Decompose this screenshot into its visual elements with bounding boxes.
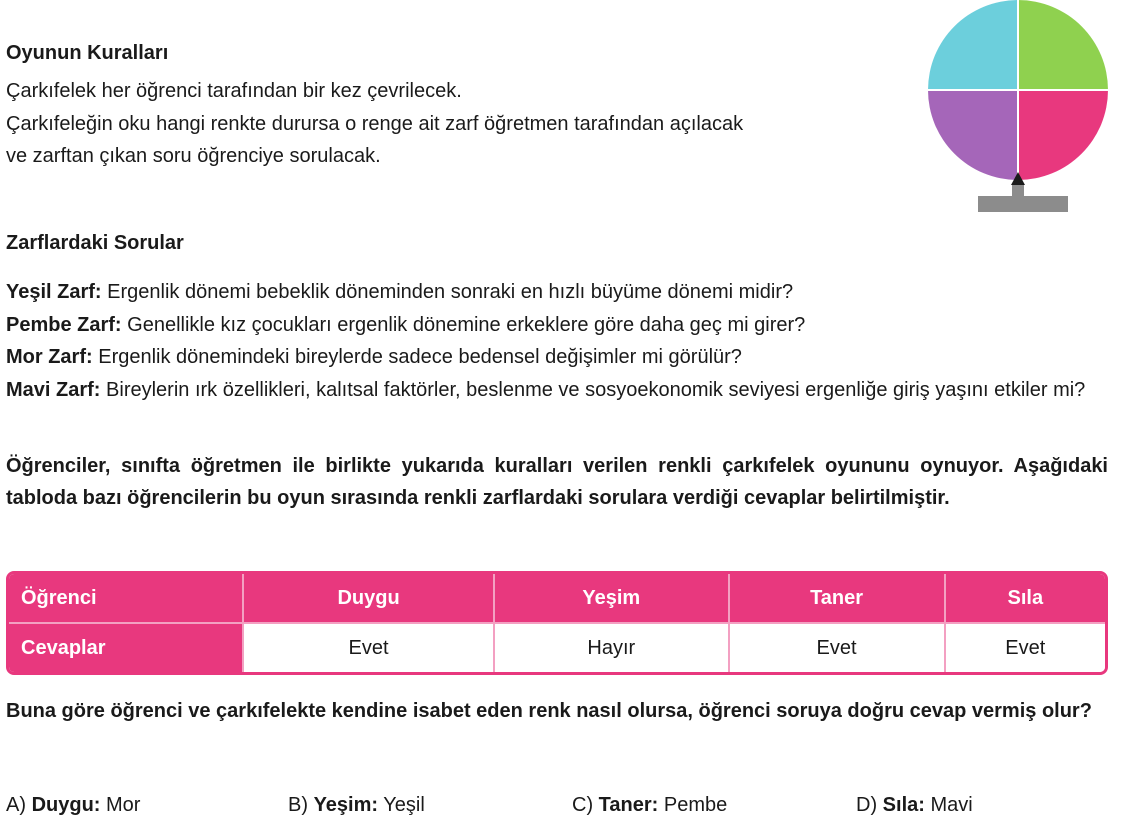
table-header-sila: Sıla xyxy=(946,574,1105,624)
rules-line-3: ve zarftan çıkan soru öğrenciye sorulacak. xyxy=(6,145,381,167)
envelopes-title: Zarflardaki Sorular xyxy=(6,232,184,254)
rules-line-1: Çarkıfelek her öğrenci tarafından bir kez çevrilecek. xyxy=(6,80,462,102)
option-a-letter: A) xyxy=(6,794,26,816)
option-a-color: Mor xyxy=(106,794,141,816)
option-a-name: Duygu: xyxy=(31,794,101,816)
rules-title: Oyunun Kuralları xyxy=(6,42,169,64)
option-b-color: Yeşil xyxy=(383,794,425,816)
rules-line-2: Çarkıfeleğin oku hangi renkte durursa o renge ait zarf öğretmen tarafından açılacak xyxy=(6,113,744,135)
envelope-question-pink xyxy=(6,309,1108,342)
wheel-stand-post xyxy=(1012,184,1024,198)
scenario-paragraph: Öğrenciler, sınıfta öğretmen ile birlikte yukarıda kuralları verilen renkli çarkıfelek oyununu oynuyor. Aşağıdaki tabloda bazı öğrencilerin bu oyun sırasında renkli zarflardaki sorulara verdiği cevaplar belirtilmiştir. xyxy=(6,455,1108,509)
wheel-stand-base xyxy=(978,196,1068,212)
option-d-color: Mavi xyxy=(930,794,973,816)
option-d[interactable] xyxy=(856,794,973,817)
table-answers-row xyxy=(9,624,1105,672)
wheel-segment-blue xyxy=(928,0,1018,90)
table-cell-sila: Evet xyxy=(946,624,1105,672)
option-c-color: Pembe xyxy=(663,794,728,816)
option-d-letter: D) xyxy=(856,794,878,816)
wheel-of-fortune-illustration xyxy=(928,0,1114,216)
question-text: Buna göre öğrenci ve çarkıfelekte kendine isabet eden renk nasıl olursa, öğrenci soruya doğru cevap vermiş olur? xyxy=(6,700,1092,722)
option-d-name: Sıla: xyxy=(882,794,925,816)
envelope-text-green: Ergenlik dönemi bebeklik döneminden sonraki en hızlı büyüme dönemi midir? xyxy=(107,281,794,303)
envelope-question-blue xyxy=(6,374,1108,407)
envelope-label-blue: Mavi Zarf: xyxy=(6,378,101,401)
wheel-segment-green xyxy=(1018,0,1108,90)
option-b-letter: B) xyxy=(288,794,308,816)
option-c-name: Taner: xyxy=(598,794,659,816)
table-header-taner: Taner xyxy=(730,574,946,624)
table-cell-taner: Evet xyxy=(730,624,946,672)
option-c[interactable] xyxy=(572,794,727,817)
envelope-question-purple xyxy=(6,341,1108,374)
envelope-text-purple: Ergenlik dönemindeki bireylerde sadece bedensel değişimler mi görülür? xyxy=(98,346,742,368)
envelope-question-list xyxy=(6,276,1108,406)
table-row-label-answers: Cevaplar xyxy=(9,624,244,672)
envelope-question-green xyxy=(6,276,1108,309)
wheel-segment-purple xyxy=(928,90,1018,180)
envelope-label-purple: Mor Zarf: xyxy=(6,346,93,368)
table-cell-yesim: Hayır xyxy=(495,624,729,672)
envelope-label-pink: Pembe Zarf: xyxy=(6,313,122,336)
option-a[interactable] xyxy=(6,794,140,817)
option-b[interactable] xyxy=(288,794,425,817)
table-header-student: Öğrenci xyxy=(9,574,244,624)
table-header-yesim: Yeşim xyxy=(495,574,729,624)
envelope-text-blue: Bireylerin ırk özellikleri, kalıtsal faktörler, beslenme ve sosyoekonomik seviyesi ergenliğe giriş yaşını etkiler mi? xyxy=(106,378,1086,401)
wheel-segment-pink xyxy=(1018,90,1108,180)
table-header-row xyxy=(9,574,1105,624)
answers-table xyxy=(6,571,1108,675)
table-cell-duygu: Evet xyxy=(244,624,495,672)
envelope-text-pink: Genellikle kız çocukları ergenlik dönemine erkeklere göre daha geç mi girer? xyxy=(127,313,806,336)
envelope-label-green: Yeşil Zarf: xyxy=(6,281,102,303)
table-header-duygu: Duygu xyxy=(244,574,495,624)
option-b-name: Yeşim: xyxy=(313,794,379,816)
option-c-letter: C) xyxy=(572,794,594,816)
